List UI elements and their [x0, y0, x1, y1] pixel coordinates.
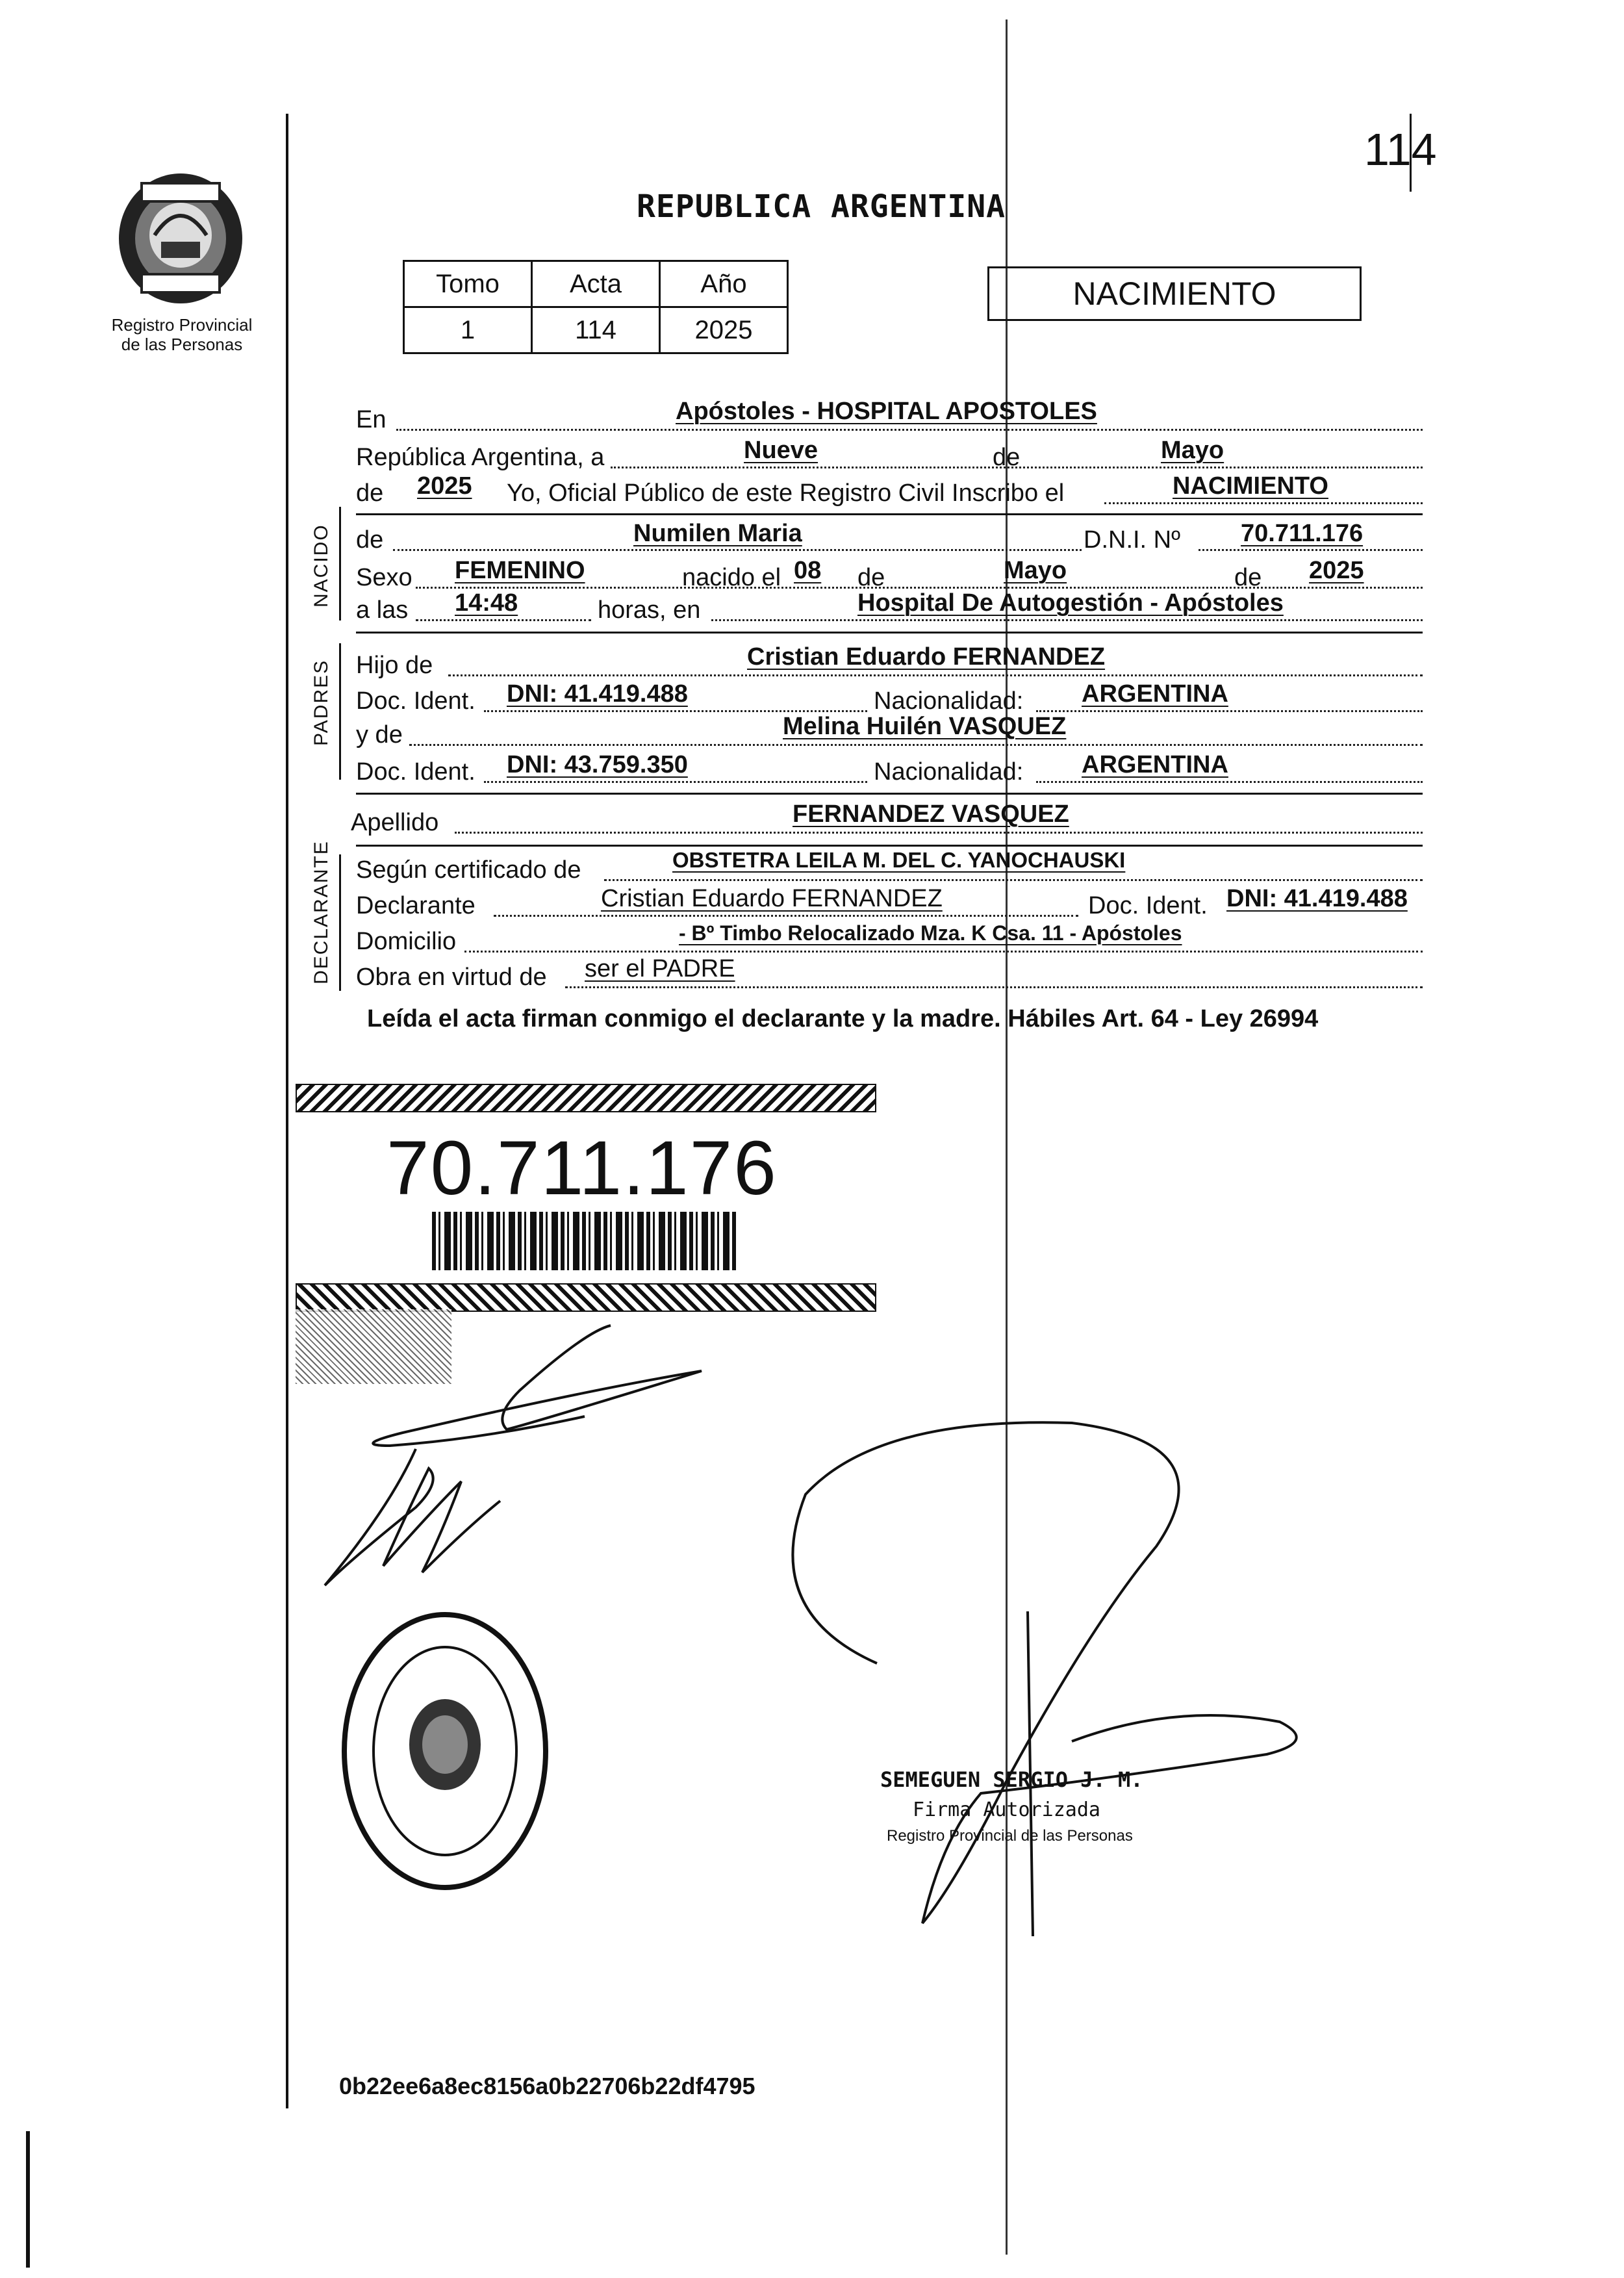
field-padre-nac: ARGENTINA	[1082, 680, 1228, 708]
official-office: Registro Provincial de las Personas	[887, 1827, 1133, 1845]
dots-domicilio	[464, 951, 1423, 953]
dni-big: 70.711.176	[387, 1125, 778, 1211]
acta-header: Acta	[532, 261, 660, 307]
acta-value: 114	[532, 307, 660, 353]
field-nombre: Numilen Maria	[633, 520, 802, 547]
section-declarante: DECLARANTE	[311, 840, 332, 984]
label-doc-madre: Doc. Ident.	[356, 758, 476, 786]
dots-sexo	[416, 587, 1423, 589]
label-republica: República Argentina, a	[356, 444, 605, 471]
field-nac-anio: 2025	[1309, 557, 1364, 584]
declarante-bracket	[339, 854, 341, 991]
dots-lugar-nac	[711, 619, 1423, 621]
rule-3	[356, 793, 1423, 795]
field-padre-doc: DNI: 41.419.488	[507, 680, 688, 708]
logo-caption-1: Registro Provincial	[111, 315, 253, 335]
dots-certificado	[604, 879, 1423, 881]
rule-2	[356, 632, 1423, 633]
label-y-de: y de	[356, 721, 403, 749]
dots-apellido	[455, 832, 1423, 834]
section-nacido: NACIDO	[311, 524, 332, 608]
field-nac-mes: Mayo	[1004, 557, 1067, 584]
dots-madre-doc	[484, 781, 867, 783]
label-oficial: Yo, Oficial Público de este Registro Civil Inscribo el	[507, 480, 1065, 507]
field-mes: Mayo	[1161, 437, 1224, 464]
label-horas-en: horas, en	[598, 596, 701, 624]
record-table	[403, 260, 789, 354]
label-apellido: Apellido	[351, 809, 439, 836]
field-sexo: FEMENINO	[455, 557, 585, 584]
official-stamp	[338, 1605, 552, 1897]
dots-oficial	[1104, 502, 1423, 504]
label-nac-madre: Nacionalidad:	[874, 758, 1024, 786]
closing-text: Leída el acta firman conmigo el declarante y la madre. Hábiles Art. 64 - Ley 26994	[367, 1005, 1319, 1032]
label-domicilio: Domicilio	[356, 928, 457, 955]
bottom-margin-mark	[26, 2131, 30, 2268]
field-dia: Nueve	[744, 437, 818, 464]
section-padres: PADRES	[311, 659, 332, 746]
dots-padre-nac	[1036, 710, 1423, 712]
dots-padre	[448, 674, 1423, 676]
tomo-header: Tomo	[404, 261, 532, 307]
label-de-nac-anio: de	[1234, 564, 1262, 591]
dots-padre-doc	[484, 710, 867, 712]
field-madre-nac: ARGENTINA	[1082, 751, 1228, 778]
rule-1	[356, 513, 1423, 515]
security-band-top	[296, 1084, 876, 1112]
field-apellido: FERNANDEZ VASQUEZ	[793, 800, 1069, 828]
document-hash: 0b22ee6a8ec8156a0b22706b22df4795	[339, 2073, 755, 2099]
security-band-bottom	[296, 1283, 876, 1312]
rule-4	[356, 845, 1423, 847]
official-role: Firma Autorizada	[913, 1798, 1100, 1821]
label-nac-padre: Nacionalidad:	[874, 687, 1024, 715]
field-anio: 2025	[417, 472, 472, 500]
label-dni: D.N.I. Nº	[1084, 526, 1180, 554]
field-madre-doc: DNI: 43.759.350	[507, 751, 688, 778]
nacido-bracket	[339, 507, 341, 621]
label-de-anio: de	[356, 480, 384, 507]
label-declarante: Declarante	[356, 892, 476, 919]
label-de-mes: de	[993, 444, 1021, 471]
logo-caption-2: de las Personas	[121, 335, 243, 354]
label-sexo: Sexo	[356, 564, 412, 591]
label-a-las: a las	[356, 596, 409, 624]
official-name: SEMEGUEN SERGIO J. M.	[880, 1767, 1143, 1792]
field-madre: Melina Huilén VASQUEZ	[783, 713, 1067, 740]
dots-nombre	[393, 549, 1082, 551]
field-certificado: OBSTETRA LEILA M. DEL C. YANOCHAUSKI	[672, 848, 1126, 872]
field-domicilio: - Bº Timbo Relocalizado Mza. K Csa. 11 - Apóstoles	[679, 921, 1182, 945]
field-declarante-doc: DNI: 41.419.488	[1226, 885, 1408, 912]
padres-bracket	[339, 643, 341, 780]
label-segun-certificado: Según certificado de	[356, 856, 581, 884]
record-type: NACIMIENTO	[1072, 275, 1276, 312]
dots-en	[396, 429, 1423, 431]
label-hijo-de: Hijo de	[356, 652, 433, 679]
field-acto: NACIMIENTO	[1173, 472, 1328, 500]
dots-madre-nac	[1036, 781, 1423, 783]
label-nacido-el: nacido el	[682, 564, 781, 591]
dots-obra	[565, 986, 1423, 988]
dots-hora	[416, 619, 591, 621]
anio-header: Año	[660, 261, 788, 307]
field-declarante: Cristian Eduardo FERNANDEZ	[601, 885, 943, 912]
label-de-nac-mes: de	[857, 564, 885, 591]
page-number: 114	[1364, 124, 1437, 175]
page-title: REPUBLICA ARGENTINA	[637, 188, 1006, 225]
barcode	[432, 1212, 737, 1270]
field-dni: 70.711.176	[1241, 520, 1364, 547]
label-en: En	[356, 406, 387, 433]
anio-value: 2025	[660, 307, 788, 353]
field-hora: 14:48	[455, 589, 518, 617]
tomo-value: 1	[404, 307, 532, 353]
label-obra-en-virtud: Obra en virtud de	[356, 964, 547, 991]
field-padre: Cristian Eduardo FERNANDEZ	[747, 643, 1106, 671]
dots-dni	[1199, 549, 1423, 551]
label-declarante-doc: Doc. Ident.	[1088, 892, 1208, 919]
declarant-signature	[312, 1312, 767, 1611]
field-obra: ser el PADRE	[585, 955, 735, 982]
label-de-nombre: de	[356, 526, 384, 554]
label-doc-padre: Doc. Ident.	[356, 687, 476, 715]
field-lugar: Apóstoles - HOSPITAL APOSTOLES	[676, 398, 1097, 425]
field-nac-dia: 08	[794, 557, 822, 584]
official-signature	[708, 1416, 1358, 1936]
left-margin-line	[286, 114, 288, 2108]
provincial-logo	[116, 170, 246, 307]
record-type-box	[987, 266, 1362, 321]
dots-madre	[409, 744, 1423, 746]
field-lugar-nac: Hospital De Autogestión - Apóstoles	[857, 589, 1284, 617]
dots-declarante	[494, 915, 1078, 917]
